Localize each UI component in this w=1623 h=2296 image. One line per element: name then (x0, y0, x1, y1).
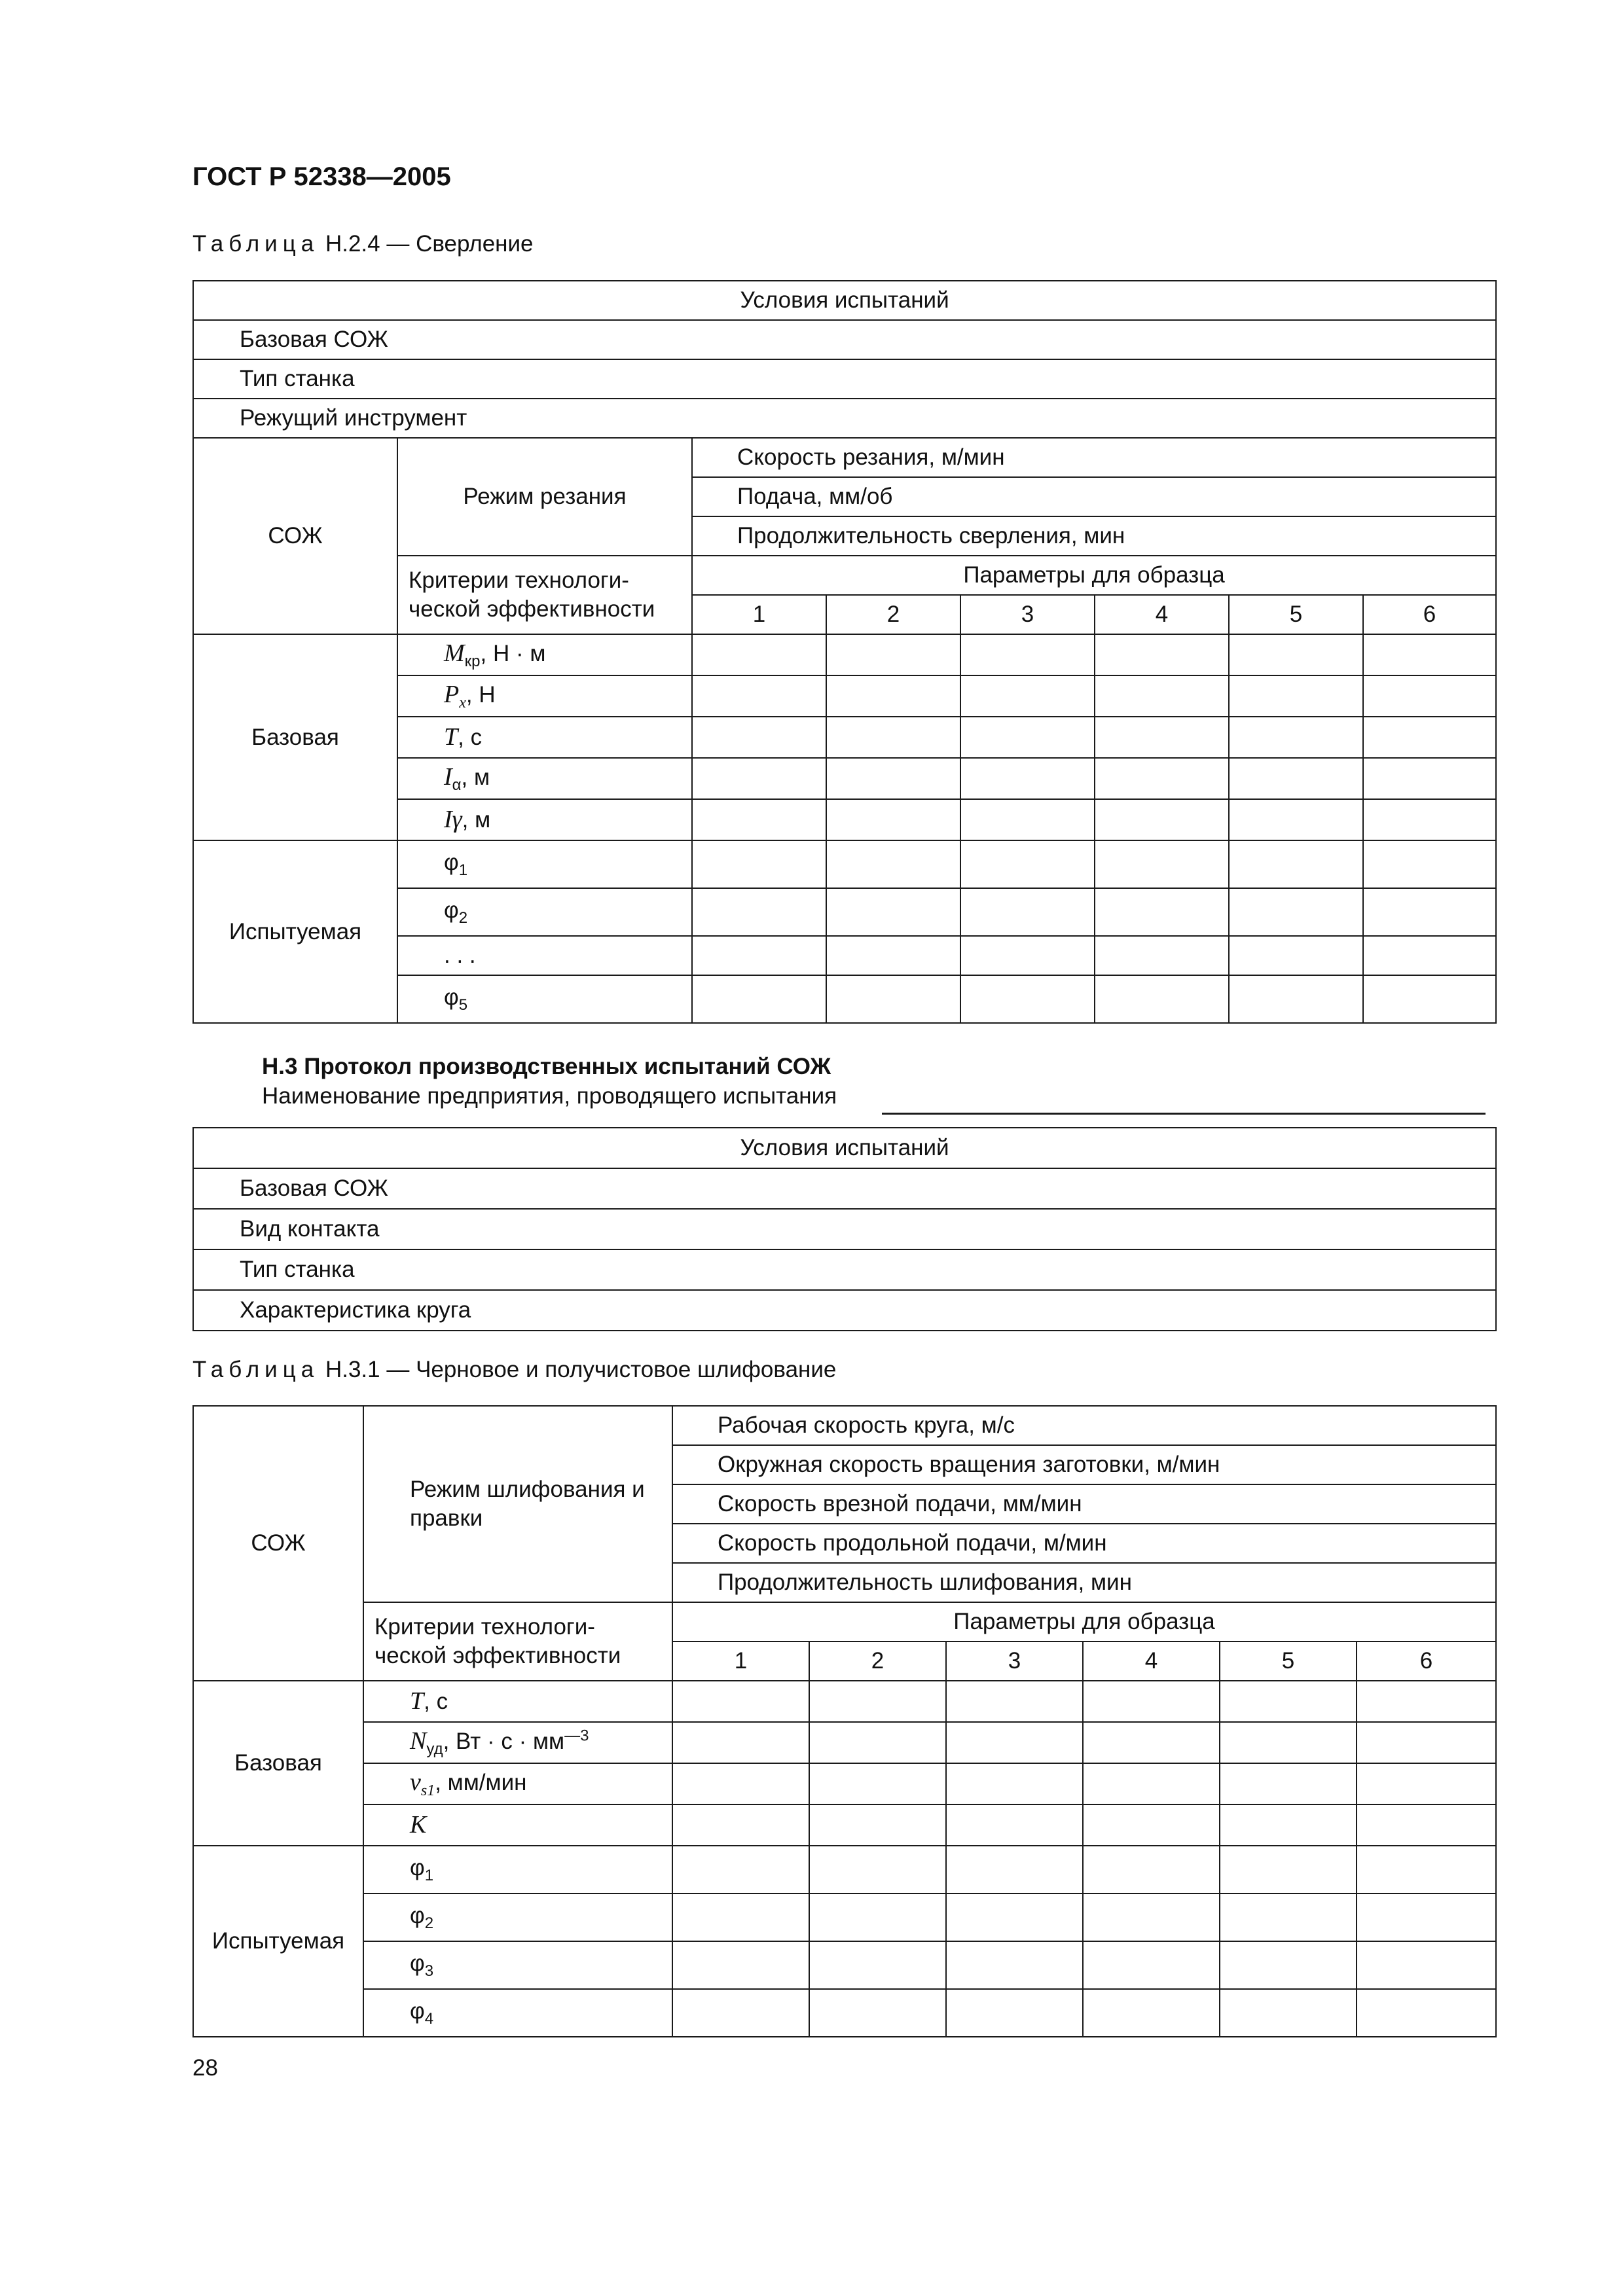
sample-number: 2 (809, 1641, 946, 1681)
sample-number: 1 (672, 1641, 809, 1681)
mode-param: Рабочая скорость круга, м/с (672, 1406, 1496, 1445)
machine-type-row: Тип станка (193, 359, 1496, 399)
sample-number: 5 (1220, 1641, 1357, 1681)
base-fluid-row: Базовая СОЖ (193, 320, 1496, 359)
grinding-table (192, 1405, 1497, 2037)
params-header: Параметры для образца (672, 1602, 1496, 1641)
param-force: $P_x$, Н (397, 675, 692, 717)
conditions-table (192, 1127, 1497, 1331)
conditions-header: Условия испытаний (193, 1128, 1496, 1168)
caption-text: Н.2.4 — Сверление (325, 231, 534, 257)
mode-param-speed: Скорость резания, м/мин (692, 438, 1496, 477)
test-group-label: Испытуемая (193, 1846, 363, 2037)
cutting-mode-label: Режим резания (397, 438, 692, 556)
base-fluid-row: Базовая СОЖ (193, 1168, 1496, 1209)
soj-label: СОЖ (193, 438, 397, 634)
cutting-tool-row: Режущий инструмент (193, 399, 1496, 438)
param-phi: $\varphi_5$ (397, 975, 692, 1023)
param-k: K (363, 1804, 672, 1846)
param-torque: $M_{кр}$, Н · м (397, 634, 692, 675)
param-phi: $\varphi_2$ (397, 888, 692, 936)
mode-param: Продолжительность шлифования, мин (672, 1563, 1496, 1602)
drilling-table (192, 280, 1497, 1024)
grinding-mode-label: Режим шлифования и правки (363, 1406, 672, 1602)
base-group-label: Базовая (193, 634, 397, 840)
param-phi: $\varphi_4$ (363, 1989, 672, 2037)
param-phi: $\varphi_2$ (363, 1893, 672, 1941)
param-ellipsis: . . . (397, 936, 692, 975)
organization-label: Наименование предприятия, проводящего испытания (262, 1083, 837, 1109)
conditions-header: Условия испытаний (193, 281, 1496, 320)
sample-number: 4 (1095, 595, 1229, 634)
sample-number: 2 (826, 595, 960, 634)
organization-fill-line (882, 1113, 1486, 1115)
table-caption-h31 (192, 1357, 836, 1383)
param-specific-power: $N_{уд}$, Вт · $с \cdot мм^{—3}$ (363, 1722, 672, 1763)
machine-type-row: Тип станка (193, 1249, 1496, 1290)
test-group-label: Испытуемая (193, 840, 397, 1023)
base-group-label: Базовая (193, 1681, 363, 1846)
table-caption-h24 (192, 231, 534, 257)
wheel-characteristics-row: Характеристика круга (193, 1290, 1496, 1331)
caption-text: Н.3.1 — Черновое и получистовое шлифование (325, 1357, 837, 1382)
caption-prefix: Таблица (192, 231, 319, 257)
mode-param: Окружная скорость вращения заготовки, м/мин (672, 1445, 1496, 1484)
document-header: ГОСТ Р 52338—2005 (192, 162, 451, 191)
sample-number: 6 (1363, 595, 1496, 634)
param-feed-speed: $v_{s1}$, мм/мин (363, 1763, 672, 1804)
section-heading: Н.3 Протокол производственных испытаний СОЖ (262, 1054, 831, 1079)
sample-number: 6 (1357, 1641, 1496, 1681)
mode-param-feed: Подача, мм/об (692, 477, 1496, 516)
sample-number: 3 (946, 1641, 1083, 1681)
sample-number: 4 (1083, 1641, 1220, 1681)
param-phi: $\varphi_3$ (363, 1941, 672, 1989)
soj-label: СОЖ (193, 1406, 363, 1681)
params-header: Параметры для образца (692, 556, 1496, 595)
sample-number: 3 (960, 595, 1095, 634)
criteria-label: Критерии технологи-ческой эффективности (397, 556, 692, 634)
param-time: T, с (363, 1681, 672, 1722)
param-time: T, с (397, 717, 692, 758)
param-i-alpha: $I_\alpha$, м (397, 758, 692, 799)
sample-number: 1 (692, 595, 826, 634)
page-number: 28 (192, 2055, 218, 2081)
param-phi: $\varphi_1$ (397, 840, 692, 888)
contact-type-row: Вид контакта (193, 1209, 1496, 1249)
sample-number: 5 (1229, 595, 1363, 634)
mode-param-duration: Продолжительность сверления, мин (692, 516, 1496, 556)
param-phi: $\varphi_1$ (363, 1846, 672, 1893)
mode-param: Скорость врезной подачи, мм/мин (672, 1484, 1496, 1524)
mode-param: Скорость продольной подачи, м/мин (672, 1524, 1496, 1563)
param-i-gamma: Iγ, м (397, 799, 692, 840)
caption-prefix: Таблица (192, 1357, 319, 1382)
criteria-label: Критерии технологи-ческой эффективности (363, 1602, 672, 1681)
